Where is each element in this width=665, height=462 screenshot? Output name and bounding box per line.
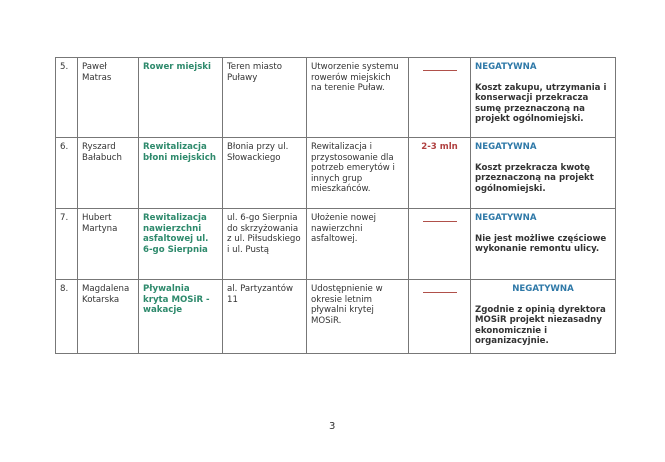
- project-title: Pływalnia kryta MOSiR - wakacje: [139, 280, 223, 354]
- cost: [409, 209, 471, 280]
- opinion: [471, 138, 616, 209]
- page-number: 3: [329, 421, 336, 432]
- verdict: NEGATYWNA: [475, 142, 537, 152]
- row-number: 8.: [56, 280, 78, 354]
- location: ul. 6-go Sierpnia do skrzyżowania z ul. Piłsudskiego i ul. Pustą: [223, 209, 307, 280]
- author: Ryszard Bałabuch: [78, 138, 139, 209]
- reason: Zgodnie z opinią dyrektora MOSiR projekt niezasadny ekonomicznie i organizacyjnie.: [475, 304, 606, 346]
- row-number: 7.: [56, 209, 78, 280]
- table-row: [56, 138, 616, 209]
- cost: [409, 58, 471, 138]
- table-row: [56, 58, 616, 138]
- cost: [409, 280, 471, 354]
- dash: [423, 70, 457, 71]
- dash: [423, 292, 457, 293]
- project-title: Rewitalizacja błoni miejskich: [139, 138, 223, 209]
- opinion: [471, 209, 616, 280]
- projects-table: [55, 57, 616, 354]
- verdict: NEGATYWNA: [475, 62, 537, 72]
- opinion: [471, 280, 616, 354]
- dash: [423, 221, 457, 222]
- project-title: Rewitalizacja nawierzchni asfaltowej ul. 6-go Sierpnia: [139, 209, 223, 280]
- reason: Koszt przekracza kwotę przeznaczoną na projekt ogólnomiejski.: [475, 162, 594, 194]
- table-row: [56, 209, 616, 280]
- location: Błonia przy ul. Słowackiego: [223, 138, 307, 209]
- reason: Nie jest możliwe częściowe wykonanie remontu ulicy.: [475, 233, 607, 254]
- cost: 2-3 mln: [409, 138, 471, 209]
- row-number: 6.: [56, 138, 78, 209]
- description: Utworzenie systemu rowerów miejskich na terenie Puław.: [307, 58, 409, 138]
- author: Paweł Matras: [78, 58, 139, 138]
- author: Hubert Martyna: [78, 209, 139, 280]
- project-title: Rower miejski: [139, 58, 223, 138]
- row-number: 5.: [56, 58, 78, 138]
- verdict: NEGATYWNA: [475, 213, 537, 223]
- table-row: [56, 280, 616, 354]
- verdict: NEGATYWNA: [512, 284, 574, 294]
- description: Udostępnienie w okresie letnim pływalni krytej MOSiR.: [307, 280, 409, 354]
- description: Rewitalizacja i przystosowanie dla potrzeb emerytów i innych grup mieszkańców.: [307, 138, 409, 209]
- reason: Koszt zakupu, utrzymania i konserwacji przekracza sumę przeznaczoną na projekt ogólnomiejski.: [475, 82, 607, 124]
- author: Magdalena Kotarska: [78, 280, 139, 354]
- description: Ułożenie nowej nawierzchni asfaltowej.: [307, 209, 409, 280]
- location: al. Partyzantów 11: [223, 280, 307, 354]
- location: Teren miasto Puławy: [223, 58, 307, 138]
- opinion: [471, 58, 616, 138]
